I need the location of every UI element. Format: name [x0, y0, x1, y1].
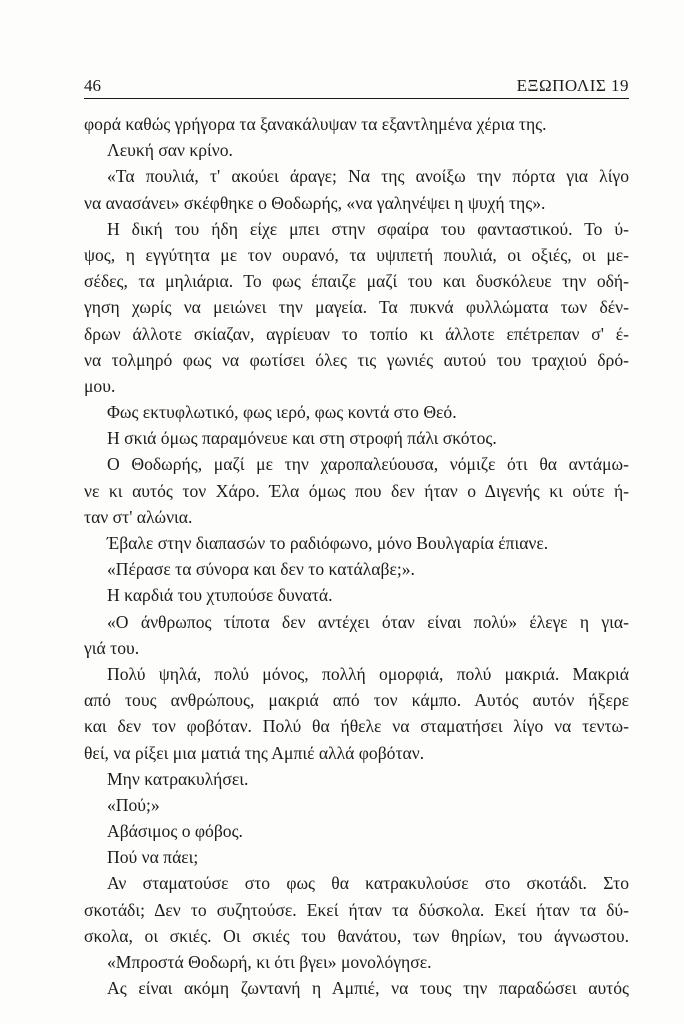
text-line: «Πού;» [107, 794, 160, 815]
page-number: 46 [84, 76, 101, 95]
text-line: Φως εκτυφλωτικό, φως ιερό, φως κοντά στο Θεό. [107, 402, 457, 423]
text-line: φορά καθώς γρήγορα τα ξανακάλυψαν τα εξαντλημένα χέρια της. [84, 114, 547, 134]
text-line: να τολμηρό φως να φωτίσει όλες τις γωνιές αυτού του τραχιού δρό- [84, 349, 629, 370]
text-line: Ο Θοδωρής, μαζί με την χαροπαλεύουσα, νόμιζε ότι θα αντάμω- [107, 454, 629, 475]
text-line: Πολύ ψηλά, πολύ μόνος, πολλή ομορφιά, πολύ μακριά. Μακριά [107, 663, 629, 684]
text-line: Η δική του ήδη είχε μπει στην σφαίρα του φανταστικού. Το ύ- [107, 218, 629, 239]
text-line: Αβάσιμος ο φόβος. [107, 821, 243, 842]
text-line: δρων άλλοτε σκίαζαν, αγρίευαν το τοπίο κι άλλοτε επέτρεπαν σ' έ- [84, 323, 629, 344]
text-line: θεί, να ρίξει μια ματιά της Αμπιέ αλλά φοβόταν. [84, 742, 425, 763]
text-line: «Ο άνθρωπος τίποτα δεν αντέχει όταν είναι πολύ» έλεγε η για- [107, 611, 629, 632]
text-line: να ανασάνει» σκέφθηκε ο Θοδωρής, «να γαληνέψει η ψυχή της». [84, 192, 546, 213]
text-line: μου. [84, 375, 116, 396]
text-line: Αν σταματούσε στο φως θα κατρακυλούσε στο σκοτάδι. Στο [107, 873, 629, 894]
text-line: νε κι αυτός τον Χάρο. Έλα όμως που δεν ήταν ο Διγενής κι ούτε ή- [84, 480, 629, 501]
text-line: ταν στ' αλώνια. [84, 506, 193, 527]
page-header [84, 76, 629, 98]
text-line: σκολα, οι σκιές. Οι σκιές του θανάτου, των θηρίων, του άγνωστου. [84, 925, 629, 946]
text-line: από τους ανθρώπους, μακριά από τον κάμπο. Αυτός αυτόν ήξερε [84, 690, 629, 711]
text-line: γηση χωρίς να μειώνει την μαγεία. Τα πυκνά φυλλώματα των δέν- [84, 297, 629, 318]
body-text [84, 111, 629, 1001]
text-line: «Μπροστά Θοδωρή, κι ότι βγει» μονολόγησε. [107, 952, 432, 972]
text-line: Έβαλε στην διαπασών το ραδιόφωνο, μόνο Βουλγαρία έπιανε. [107, 533, 549, 553]
text-line: και δεν τον φοβόταν. Πολύ θα ήθελε να σταματήσει λίγο να τεντω- [84, 716, 629, 737]
text-line: γιά του. [84, 637, 140, 658]
text-line: «Πέρασε τα σύνορα και δεν το κατάλαβε;». [107, 559, 415, 580]
header-rule [84, 98, 629, 99]
running-title: ΕΞΩΠΟΛΙΣ 19 [516, 76, 629, 95]
text-line: ψος, η εγγύτητα με τον ουρανό, τα υψιπετή πουλιά, οι οξιές, οι με- [84, 244, 629, 265]
text-line: Ας είναι ακόμη ζωντανή η Αμπιέ, να τους την παραδώσει αυτός [107, 978, 629, 999]
text-line: Η καρδιά του χτυπούσε δυνατά. [107, 585, 333, 606]
text-line: «Τα πουλιά, τ' ακούει άραγε; Να της ανοίξω την πόρτα για λίγο [107, 166, 629, 187]
text-line: σκοτάδι; Δεν το συζητούσε. Εκεί ήταν τα δύσκολα. Εκεί ήταν τα δύ- [84, 899, 629, 920]
text-line: Πού να πάει; [107, 847, 199, 868]
text-line: Μην κατρακυλήσει. [107, 768, 249, 789]
text-line: Λευκή σαν κρίνο. [107, 140, 233, 161]
text-line: σέδες, τα μηλιάρια. Το φως έπαιζε μαζί του και δυσκόλευε την οδή- [84, 271, 629, 292]
text-line: Η σκιά όμως παραμόνευε και στη στροφή πάλι σκότος. [107, 428, 497, 449]
